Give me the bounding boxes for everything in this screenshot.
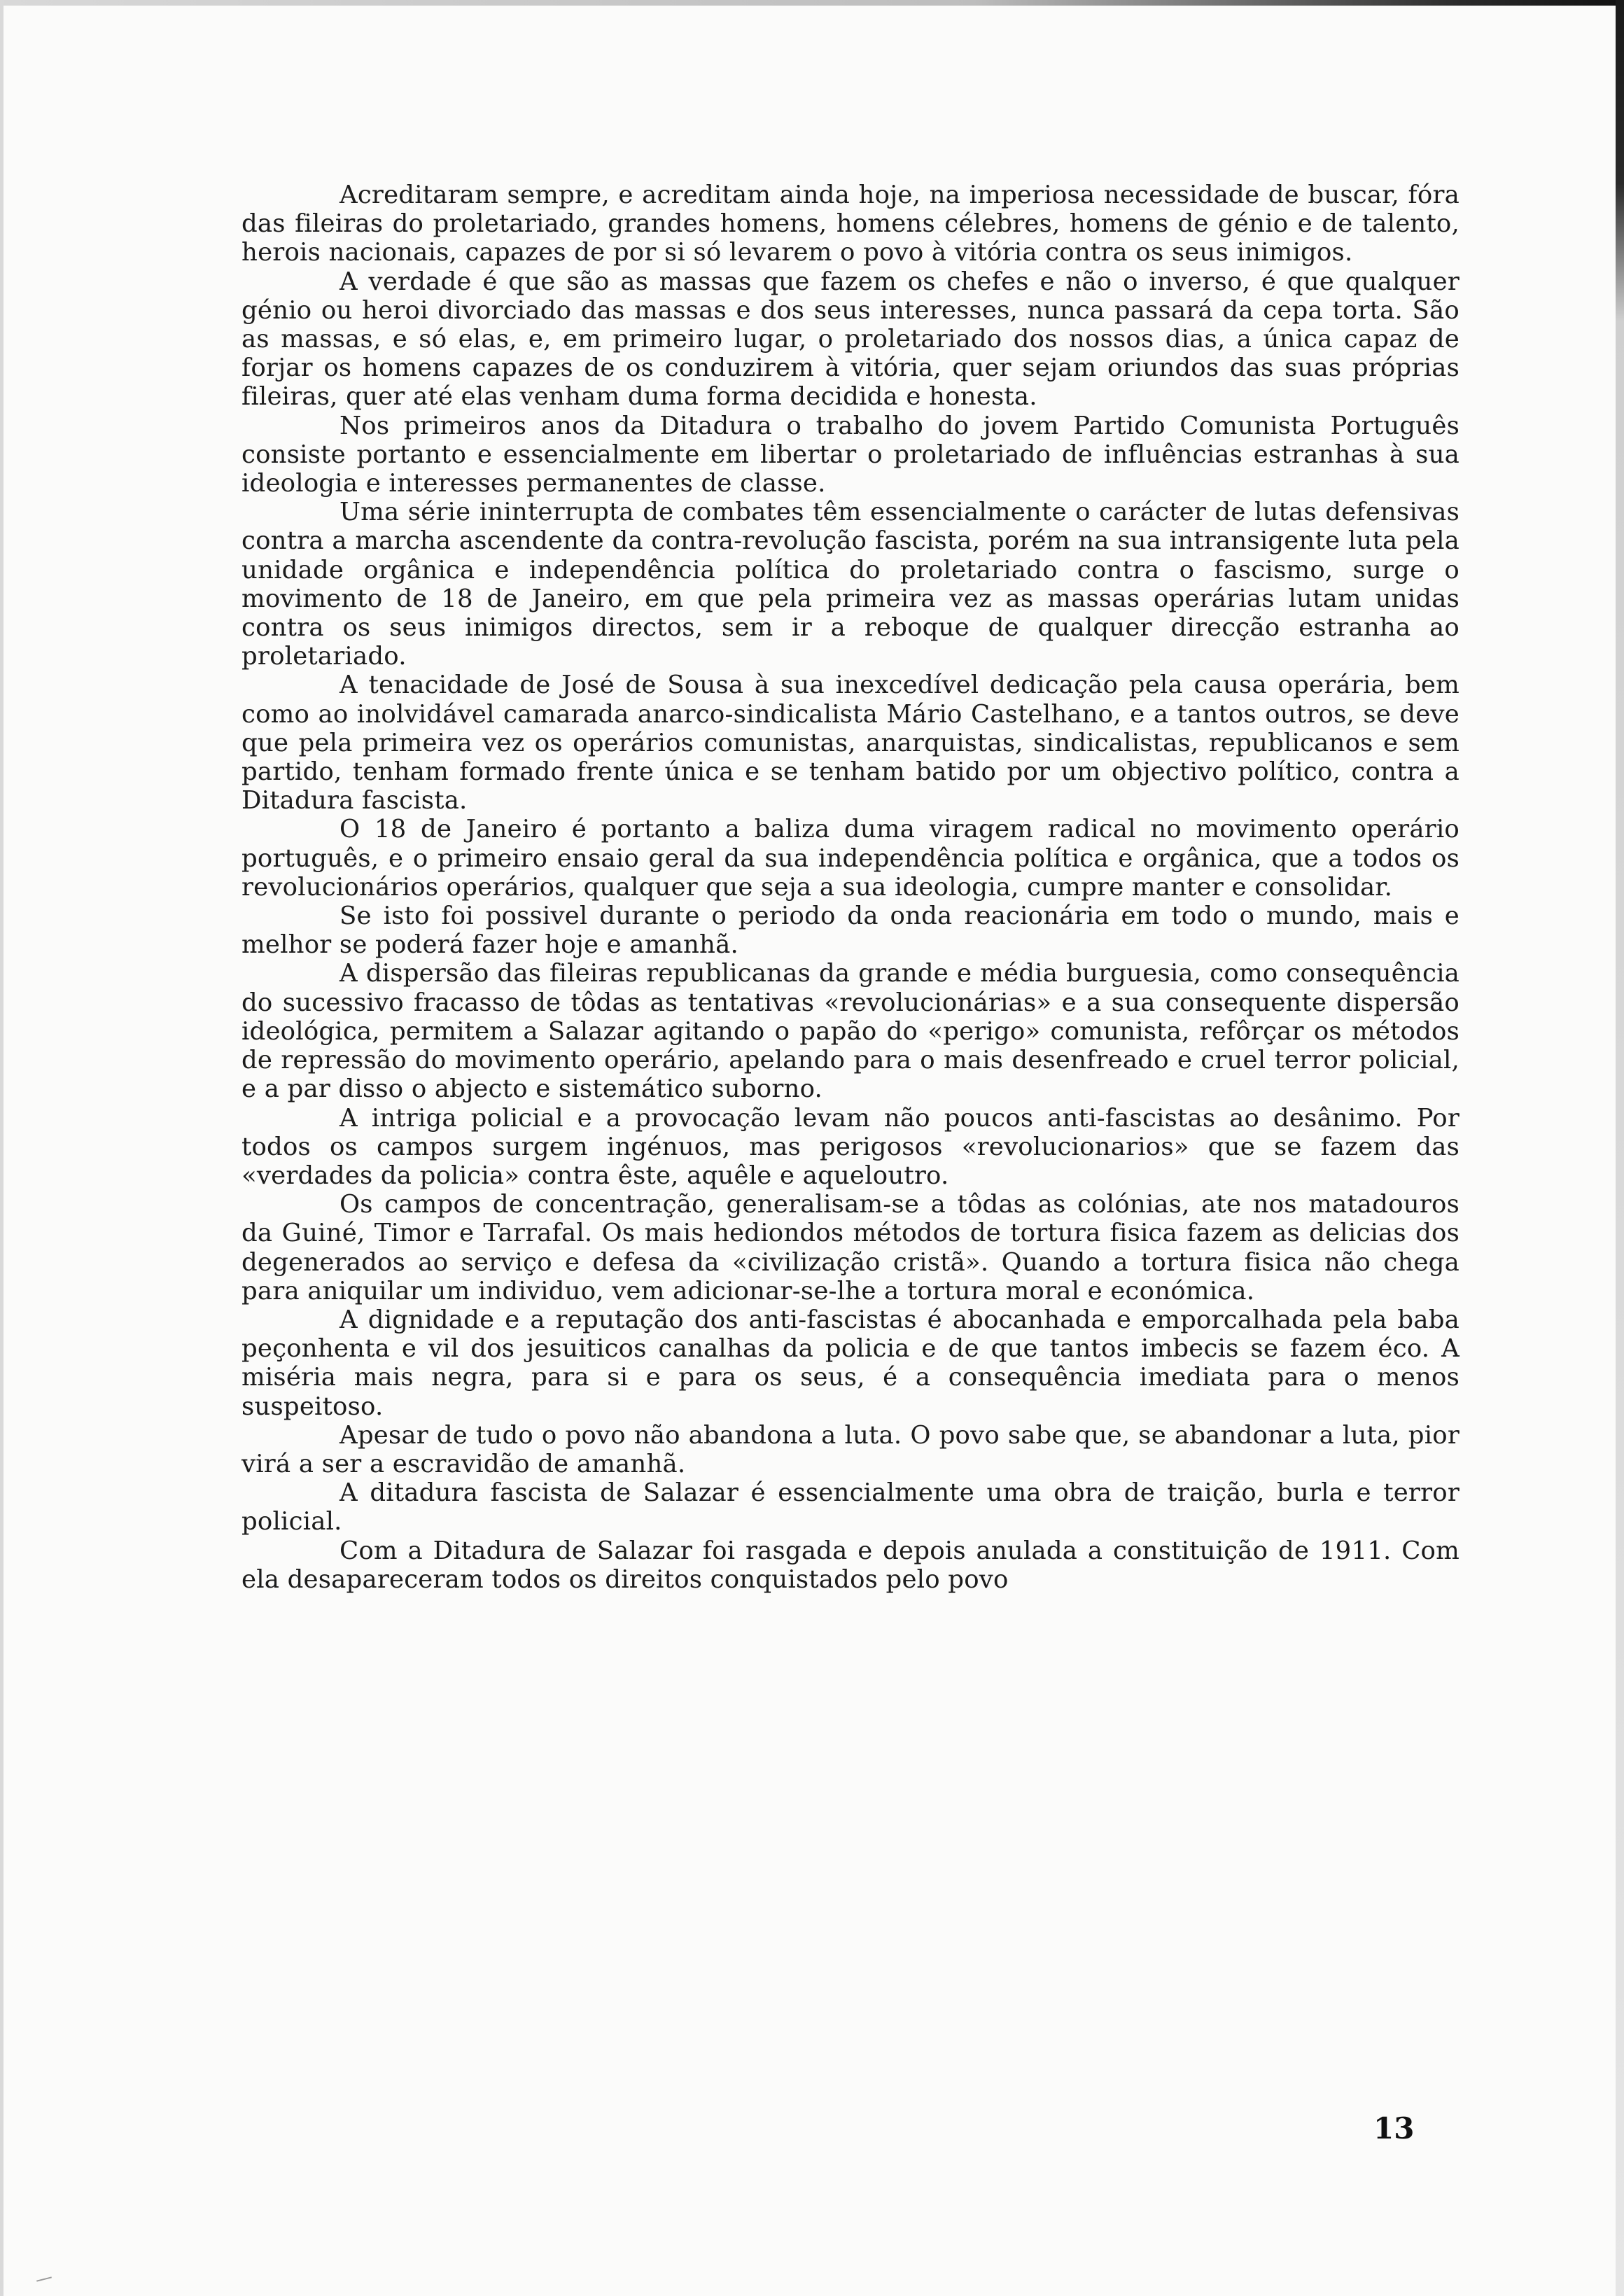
paragraph: Com a Ditadura de Salazar foi rasgada e depois anulada a constituição de 1911. Com ela desapareceram todos os direitos conquistados pelo povo [241, 1536, 1460, 1594]
paragraph: A verdade é que são as massas que fazem os chefes e não o inverso, é que qualquer génio ou heroi divorciado das massas e dos seus interesses, nunca passará da cepa torta. São as massas, e só elas, e, em primeiro lugar, o proletariado dos nossos dias, a única capaz de forjar os homens capazes de os conduzirem à vitória, quer sejam oriundos das suas próprias fileiras, quer até elas venham duma forma decidida e honesta. [241, 267, 1460, 412]
paragraph: Os campos de concentração, generalisam-se a tôdas as colónias, ate nos matadouros da Guiné, Timor e Tarrafal. Os mais hediondos métodos de tortura fisica fazem as delicias dos degenerados ao serviço e defesa da «civilização cristã». Quando a tortura fisica não chega para aniquilar um individuo, vem adicionar-se-lhe a tortura moral e económica. [241, 1190, 1460, 1306]
paragraph: A tenacidade de José de Sousa à sua inexcedível dedicação pela causa operária, bem como ao inolvidável camarada anarco-sindicalista Mário Castelhano, e a tantos outros, se deve que pela primeira vez os operários comunistas, anarquistas, sindicalistas, republicanos e sem partido, tenham formado frente única e se tenham batido por um objectivo político, contra a Ditadura fascista. [241, 671, 1460, 816]
paragraph: Acreditaram sempre, e acreditam ainda hoje, na imperiosa necessidade de buscar, fóra das fileiras do proletariado, grandes homens, homens célebres, homens de génio e de talento, herois nacionais, capazes de por si só levarem o povo à vitória contra os seus inimigos. [241, 181, 1460, 267]
page-number: 13 [1373, 2111, 1415, 2146]
body-text [241, 181, 1460, 1594]
paragraph: Apesar de tudo o povo não abandona a luta. O povo sabe que, se abandonar a luta, pior virá a ser a escravidão de amanhã. [241, 1420, 1460, 1478]
paragraph: A dispersão das fileiras republicanas da grande e média burguesia, como consequência do sucessivo fracasso de tôdas as tentativas «revolucionárias» e a sua consequente dispersão ideológica, permitem a Salazar agitando o papão do «perigo» comunista, refôrçar os métodos de repressão do movimento operário, apelando para o mais desenfreado e cruel terror policial, e a par disso o abjecto e sistemático suborno. [241, 959, 1460, 1104]
paragraph: A intriga policial e a provocação levam não poucos anti-fascistas ao desânimo. Por todos os campos surgem ingénuos, mas perigosos «revolucionarios» que se fazem das «verdades da policia» contra êste, aquêle e aqueloutro. [241, 1103, 1460, 1190]
paragraph: O 18 de Janeiro é portanto a baliza duma viragem radical no movimento operário português, e o primeiro ensaio geral da sua independência política e orgânica, que a todos os revolucionários operários, qualquer que seja a sua ideologia, cumpre manter e consolidar. [241, 815, 1460, 902]
paragraph: A ditadura fascista de Salazar é essencialmente uma obra de traição, burla e terror policial. [241, 1478, 1460, 1536]
paragraph: Nos primeiros anos da Ditadura o trabalho do jovem Partido Comunista Português consiste portanto e essencialmente em libertar o proletariado de influências estranhas à sua ideologia e interesses permanentes de classe. [241, 411, 1460, 498]
scan-left-edge [0, 0, 4, 2296]
scan-right-edge [1616, 0, 1624, 2296]
scan-top-edge [0, 0, 1624, 6]
scan-speck [36, 2276, 52, 2281]
paragraph: Se isto foi possivel durante o periodo da onda reacionária em todo o mundo, mais e melhor se poderá fazer hoje e amanhã. [241, 902, 1460, 960]
paragraph: A dignidade e a reputação dos anti-fascistas é abocanhada e emporcalhada pela baba peçonhenta e vil dos jesuiticos canalhas da policia e de que tantos imbecis se fazem éco. A miséria mais negra, para si e para os seus, é a consequência imediata para o menos suspeitoso. [241, 1305, 1460, 1421]
paragraph: Uma série ininterrupta de combates têm essencialmente o carácter de lutas defensivas contra a marcha ascendente da contra-revolução fascista, porém na sua intransigente luta pela unidade orgânica e independência política do proletariado contra o fascismo, surge o movimento de 18 de Janeiro, em que pela primeira vez as massas operárias lutam unidas contra os seus inimigos directos, sem ir a reboque de qualquer direcção estranha ao proletariado. [241, 498, 1460, 671]
